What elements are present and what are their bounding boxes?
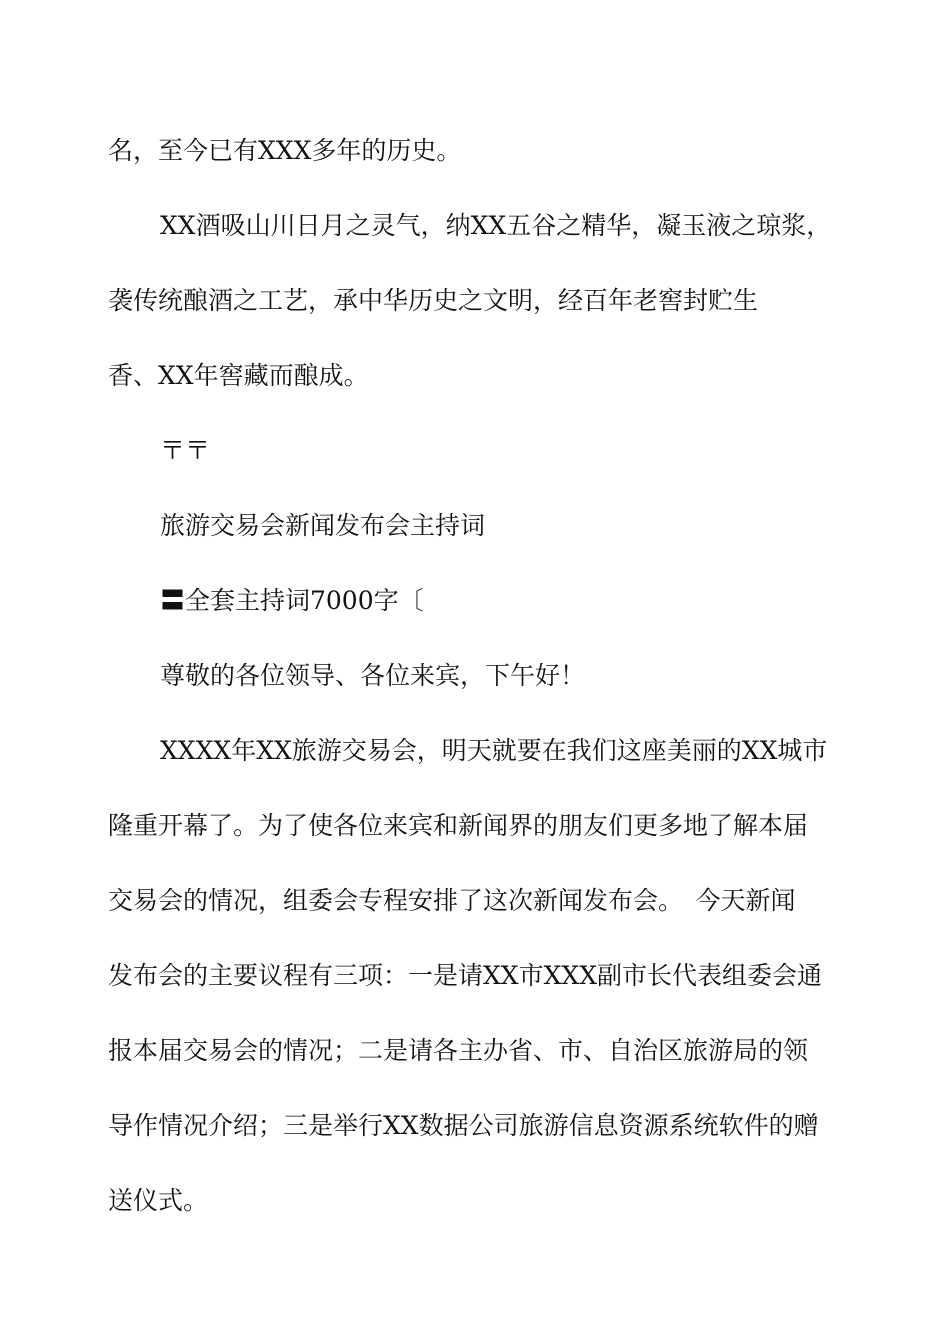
text-line-10: 隆重开幕了。为了使各位来宾和新闻界的朋友们更多地了解本届 (108, 811, 809, 840)
text-line-15: 送仪式。 (108, 1186, 209, 1215)
text-line-9: XXXX年XX旅游交易会，明天就要在我们这座美丽的XX城市 (160, 736, 828, 765)
text-line-4: 香、XX年窖藏而酿成。 (108, 361, 369, 390)
section-title: 旅游交易会新闻发布会主持词 (160, 511, 486, 540)
symbol-line: 〒〒 (160, 436, 211, 465)
subtitle-line: 〓全套主持词7000字〔 (160, 586, 424, 615)
text-line-14: 导作情况介绍；三是举行XX数据公司旅游信息资源系统软件的赠 (108, 1111, 819, 1140)
text-line-12: 发布会的主要议程有三项：一是请XX市XXX副市长代表组委会通 (108, 961, 822, 990)
text-line-1: 名，至今已有XXX多年的历史。 (108, 136, 462, 165)
text-line-3: 袭传统酿酒之工艺，承中华历史之文明，经百年老窖封贮生 (108, 286, 759, 315)
greeting-line: 尊敬的各位领导、各位来宾，下午好！ (160, 661, 586, 690)
text-line-2: XX酒吸山川日月之灵气，纳XX五谷之精华，凝玉液之琼浆， (160, 211, 832, 240)
text-line-13: 报本届交易会的情况；二是请各主办省、市、自治区旅游局的领 (108, 1036, 809, 1065)
text-line-11: 交易会的情况，组委会专程安排了这次新闻发布会。 今天新闻 (108, 886, 796, 915)
